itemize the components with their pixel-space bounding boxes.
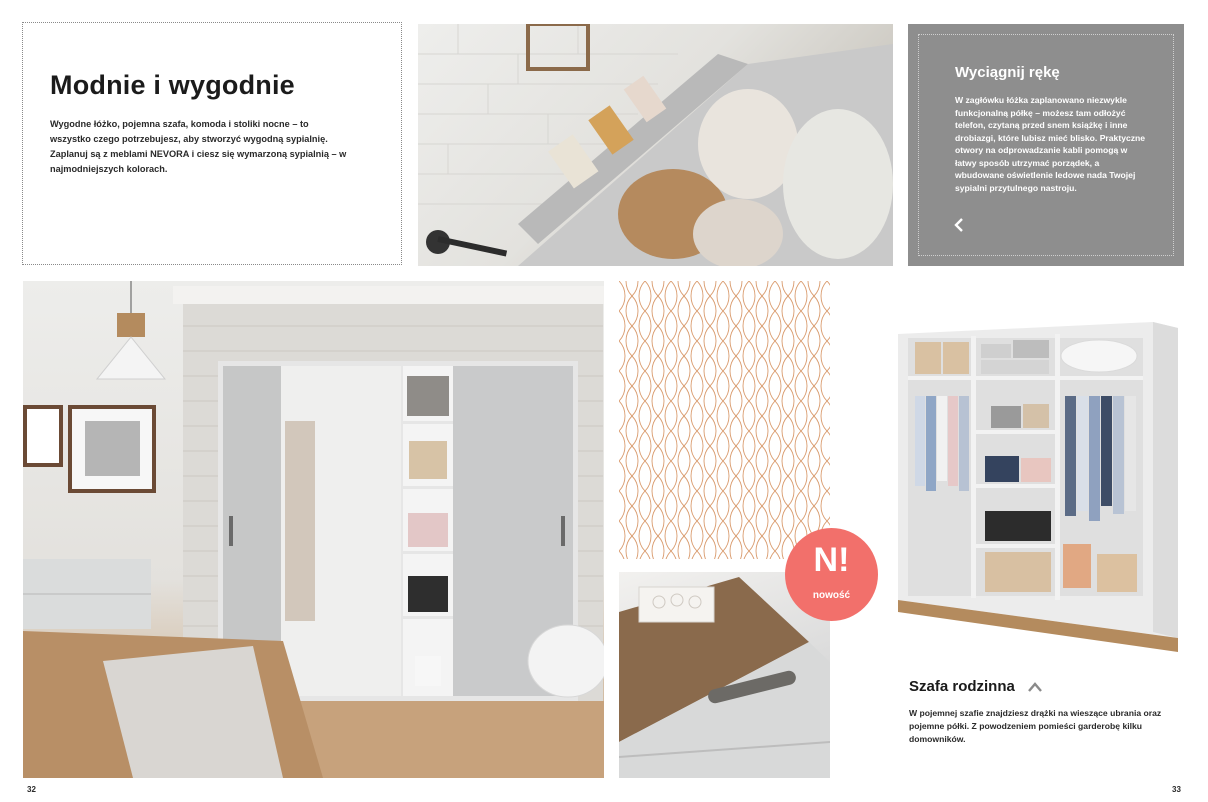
bedroom-wardrobe-photo xyxy=(23,281,604,778)
feature-note-text: W zagłówku łóżka zaplanowano niezwykle funkcjonalną półkę – możesz tam odłożyć telefon, czytaną przed snem książkę i inne drobiazgi, które lubisz mieć blisko. Praktyczne otwory na odprowadzanie kabli pomogą w łatwy sposób utrzymać porządek, a wbudowane oświetlenie ledowe nada Twojej sypialni przytulnego nastroju. xyxy=(955,95,1146,193)
bedroom-wardrobe-illustration xyxy=(23,281,604,778)
headboard-shelf-photo xyxy=(418,24,893,266)
new-badge-label: nowość xyxy=(812,590,851,601)
intro-text: Wygodne łóżko, pojemna szafa, komoda i stoliki nocne – to wszystko czego potrzebujesz, aby stworzyć wygodną sypialnię. Zaplanuj są z meblami NEVORA i ciesz się wymarzoną sypialnią – w najmodniejszych kolorach. xyxy=(50,119,347,174)
chevron-up-icon[interactable] xyxy=(1027,681,1043,693)
family-wardrobe-photo xyxy=(893,316,1182,656)
new-badge-mark: N! xyxy=(813,541,850,579)
headboard-shelf-illustration xyxy=(418,24,893,266)
wardrobe-title: Szafa rodzinna xyxy=(909,678,1015,695)
chevron-left-icon[interactable] xyxy=(954,217,964,233)
feature-note-title: Wyciągnij rękę xyxy=(955,64,1060,81)
decor-pattern-tile xyxy=(619,281,830,559)
intro-title: Modnie i wygodnie xyxy=(50,70,295,100)
page-number-right: 33 xyxy=(1172,785,1181,794)
lattice-pattern xyxy=(619,281,830,559)
wardrobe-description: W pojemnej szafie znajdziesz drążki na wieszące ubrania oraz pojemne półki. Z powodzeniem pomieści garderobę kilku domowników. xyxy=(909,708,1162,744)
family-wardrobe-illustration xyxy=(893,316,1182,656)
page-number-left: 32 xyxy=(27,785,36,794)
